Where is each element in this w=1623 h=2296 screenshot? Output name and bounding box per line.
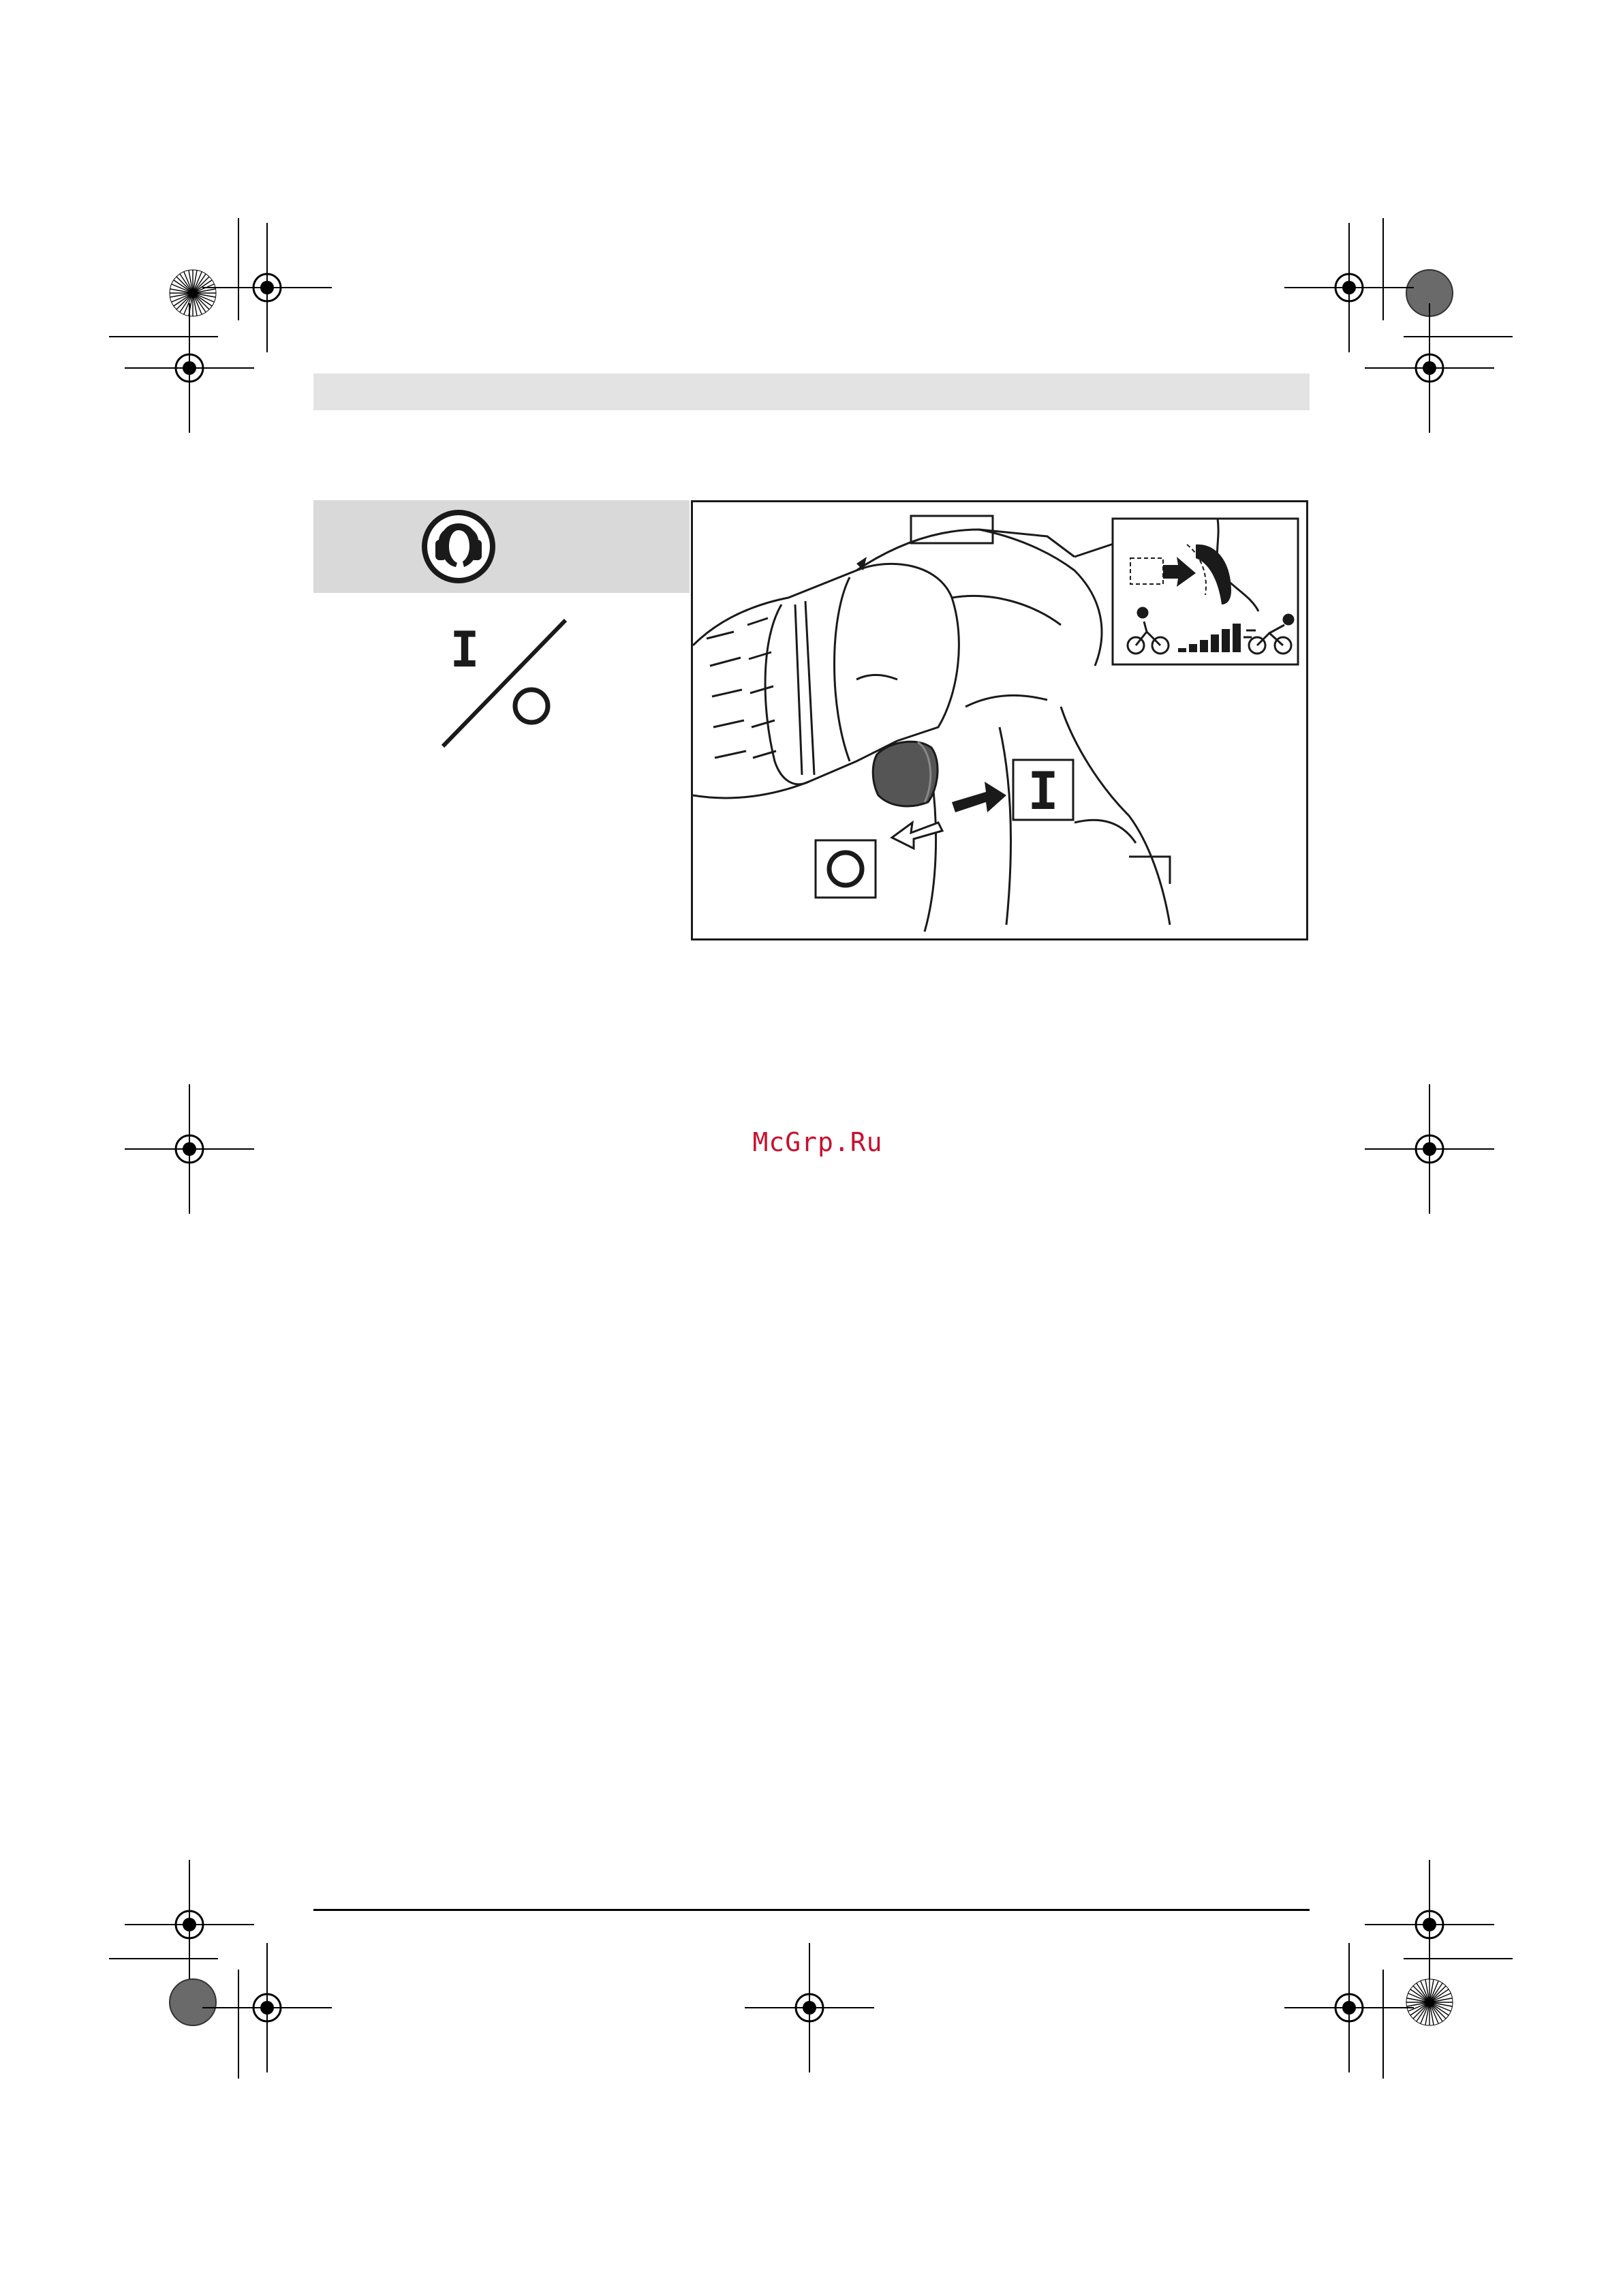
on-label: I bbox=[450, 621, 480, 678]
on-off-symbol bbox=[436, 613, 572, 750]
symbol-panel bbox=[313, 500, 690, 593]
watermark-text: McGrp.Ru bbox=[752, 1127, 883, 1157]
header-bar bbox=[313, 373, 1310, 410]
footer-rule bbox=[313, 1909, 1310, 1911]
ear-protection-icon bbox=[420, 508, 497, 585]
on-box-label: I bbox=[1027, 761, 1059, 821]
drill-illustration bbox=[691, 500, 1308, 940]
